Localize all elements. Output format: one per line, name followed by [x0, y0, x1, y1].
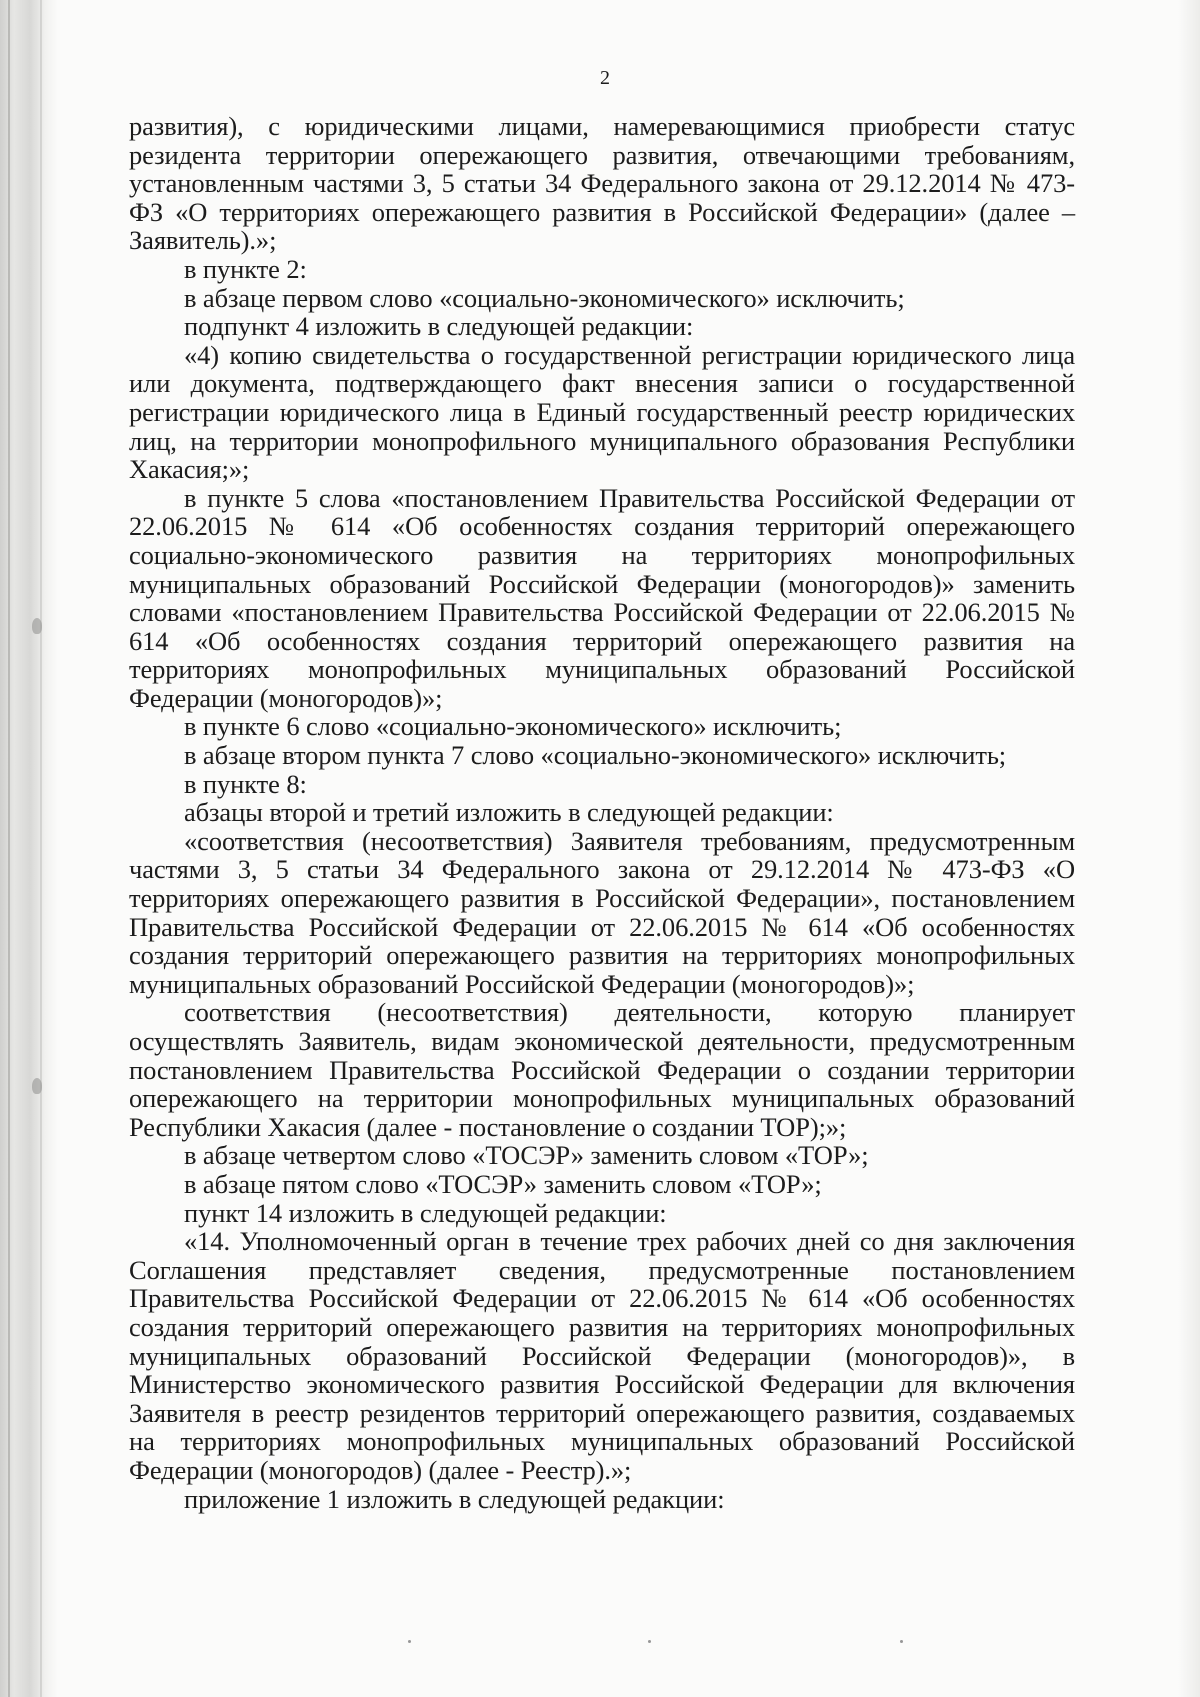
paragraph: в абзаце первом слово «социально-экономического» исключить; [184, 282, 905, 313]
paragraph: «4) копию свидетельства о государственной регистрации юридического лица или документа, подтверждающего факт внесения записи о государственной регистрации юридического лица в Единый государственный реестр юридических лиц, на территории монопрофильного муниципального образования Республики Хакасия;»; [129, 339, 1075, 485]
paragraph: в пункте 6 слово «социально-экономического» исключить; [184, 711, 842, 742]
paragraph: в абзаце пятом слово «ТОСЭР» заменить словом «ТОР»; [184, 1168, 822, 1199]
scan-speck [408, 1640, 411, 1643]
paragraph: «14. Уполномоченный орган в течение трех рабочих дней со дня заключения Соглашения представляет сведения, предусмотренные постановлением Правительства Российской Федерации от 22.06.2015 № 614 «Об особенностях создания территорий опережающего развития на территориях монопрофильных муниципальных образований Российской Федерации (моногородов)», в Министерство экономического развития Российской Федерации для включения Заявителя в реестр резидентов территорий опережающего развития, создаваемых на территориях монопрофильных муниципальных образований Российской Федерации (моногородов) (далее - Реестр).»; [129, 1226, 1075, 1485]
scan-speck [900, 1640, 903, 1643]
scan-edge-line [40, 0, 42, 1697]
page-number: 2 [600, 67, 610, 89]
paragraph: приложение 1 изложить в следующей редакции: [184, 1483, 725, 1514]
document-body [129, 112, 1075, 1513]
paragraph: «соответствия (несоответствия) Заявителя требованиям, предусмотренным частями 3, 5 статьи 34 Федерального закона от 29.12.2014 № 473-ФЗ «О территориях опережающего развития в Российской Федерации», постановлением Правительства Российской Федерации от 22.06.2015 № 614 «Об особенностях создания территорий опережающего развития на территориях монопрофильных муниципальных образований Российской Федерации (моногородов)»; [129, 825, 1075, 999]
scan-edge-line [8, 0, 10, 1697]
paragraph: развития), с юридическими лицами, намеревающимися приобрести статус резидента территории опережающего развития, отвечающими требованиям, установленным частями 3, 5 статьи 34 Федерального закона от 29.12.2014 № 473-ФЗ «О территориях опережающего развития в Российской Федерации» (далее – Заявитель).»; [129, 111, 1075, 256]
paragraph: абзацы второй и третий изложить в следующей редакции: [184, 797, 834, 828]
paragraph: соответствия (несоответствия) деятельности, которую планирует осуществлять Заявитель, видам экономической деятельности, предусмотренным постановлением Правительства Российской Федерации о создании территории опережающего на территории монопрофильных муниципальных образований Республики Хакасия (далее - постановление о создании ТОР);»; [129, 997, 1075, 1142]
paragraph: пункт 14 изложить в следующей редакции: [184, 1197, 667, 1228]
scan-speck [648, 1640, 651, 1643]
paragraph: в пункте 2: [184, 253, 307, 284]
paragraph: в пункте 8: [184, 768, 307, 799]
paragraph: в абзаце четвертом слово «ТОСЭР» заменить словом «ТОР»; [184, 1140, 869, 1171]
paragraph: в абзаце втором пункта 7 слово «социально-экономического» исключить; [184, 740, 1007, 771]
punch-hole-mark [32, 1078, 42, 1094]
paragraph: в пункте 5 слова «постановлением Правительства Российской Федерации от 22.06.2015 № 614 «Об особенностях создания территорий опережающего социально-экономического развития на территориях монопрофильных муниципальных образований Российской Федерации (моногородов)» заменить словами «постановлением Правительства Российской Федерации от 22.06.2015 № 614 «Об особенностях создания территорий опережающего развития на территориях монопрофильных муниципальных образований Российской Федерации (моногородов)»; [129, 482, 1075, 713]
scan-right-edge [1178, 0, 1200, 1697]
paragraph: подпункт 4 изложить в следующей редакции: [184, 311, 694, 342]
punch-hole-mark [32, 618, 42, 634]
